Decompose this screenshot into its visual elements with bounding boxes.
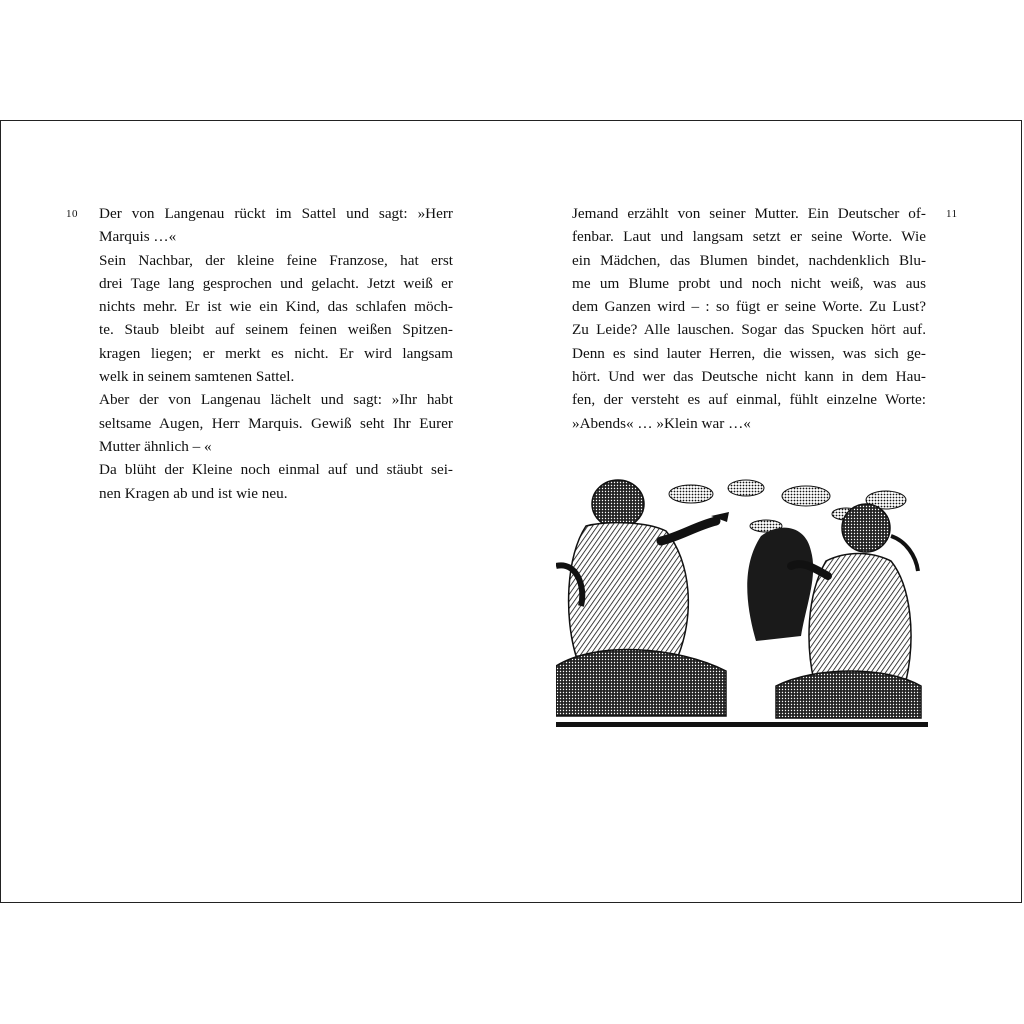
text-line: ein Mädchen, das Blumen bindet, nachdenklich Blu- xyxy=(572,251,926,269)
text-line: seltsame Augen, Herr Marquis. Gewiß seht Ihr Eurer xyxy=(99,414,453,432)
ground-line xyxy=(556,722,928,727)
text-line: »Abends« … »Klein war …« xyxy=(572,414,751,432)
text-line: Aber der von Langenau lächelt und sagt: »Ihr habt xyxy=(99,391,453,409)
woodcut-illustration xyxy=(556,466,928,732)
right-page-text xyxy=(572,202,926,435)
page-number-right: 11 xyxy=(946,208,958,220)
text-line: nichts mehr. Er ist wie ein Kind, das schlafen möch- xyxy=(99,298,453,316)
text-line: Sein Nachbar, der kleine feine Franzose, hat erst xyxy=(99,251,453,269)
text-line: te. Staub bleibt auf seinem feinen weißen Spitzen- xyxy=(99,321,453,339)
text-line: fenbar. Laut und langsam setzt er seine Worte. Wie xyxy=(572,228,926,246)
shadow-figure xyxy=(747,528,813,641)
text-line: dem Ganzen wird – : so fügt er seine Worte. Zu Lust? xyxy=(572,298,926,316)
text-line: kragen liegen; er merkt es nicht. Er wird langsam xyxy=(99,344,453,362)
text-line: Mutter ähnlich – « xyxy=(99,437,212,455)
page-number-left: 10 xyxy=(66,208,78,220)
text-line: me um Blume probt und noch nicht weiß, was aus xyxy=(572,274,926,292)
text-line: fen, der versteht es auf einmal, fühlt einzelne Worte: xyxy=(572,391,926,409)
text-line: Da blüht der Kleine noch einmal auf und stäubt sei- xyxy=(99,461,453,479)
text-line: hört. Und wer das Deutsche nicht kann in dem Hau- xyxy=(572,368,926,386)
text-line: welk in seinem samtenen Sattel. xyxy=(99,368,295,386)
text-line: Jemand erzählt von seiner Mutter. Ein Deutscher of- xyxy=(572,205,926,222)
text-line: Der von Langenau rückt im Sattel und sagt: »Herr xyxy=(99,205,453,222)
text-line: drei Tage lang gesprochen und gelacht. Jetzt weiß er xyxy=(99,274,453,292)
left-knight xyxy=(556,480,729,716)
text-line: Zu Leide? Alle lauschen. Sogar das Spucken hört auf. xyxy=(572,321,926,339)
text-line: Marquis …« xyxy=(99,228,177,246)
text-line: Denn es sind lauter Herren, die wissen, was sich ge- xyxy=(572,344,926,362)
left-page-text xyxy=(99,202,453,505)
text-line: nen Kragen ab und ist wie neu. xyxy=(99,484,288,502)
